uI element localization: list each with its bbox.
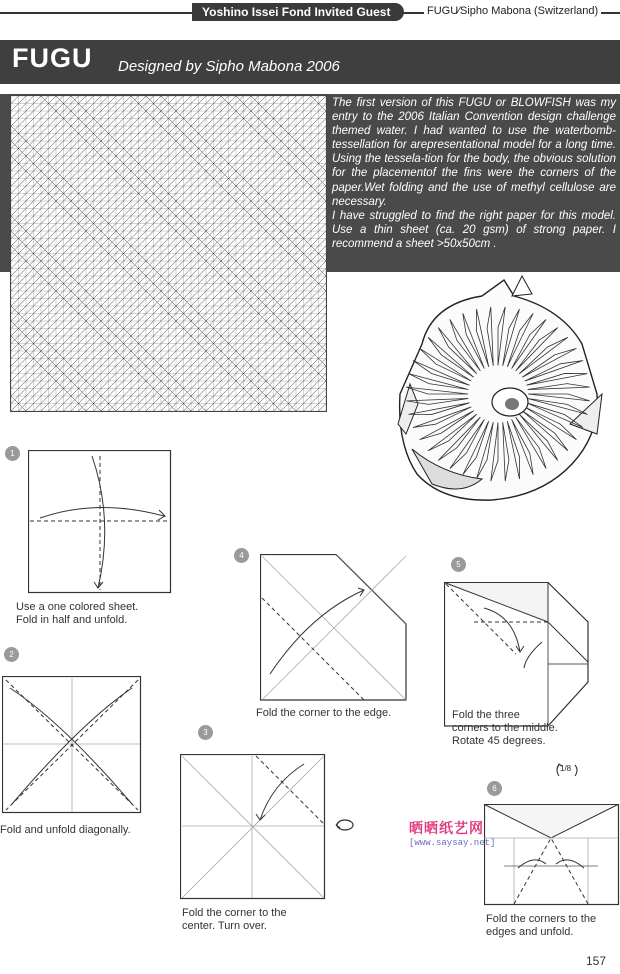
- crease-pattern-drawing: [11, 96, 326, 411]
- step-2-caption: Fold and unfold diagonally.: [0, 824, 131, 836]
- watermark-title: 晒晒纸艺网: [409, 821, 484, 837]
- step-6-caption: [486, 913, 596, 939]
- intro-paragraph-2: I have struggled to find the right paper for this model. Use a thin sheet (ca. 20 gsm) of strong paper. I recommend a sheet >50x50cm .: [332, 209, 616, 250]
- rotate-icon: [554, 760, 580, 782]
- header-credit: FUGU∕Sipho Mabona (Switzerland): [424, 5, 601, 17]
- step-5-caption-line-2: corners to the middle.: [452, 722, 558, 734]
- step-5-diagram: [444, 582, 590, 728]
- step-5-caption-line-3: Rotate 45 degrees.: [452, 735, 546, 747]
- step-2-number: 2: [4, 647, 19, 662]
- fugu-model-illustration: [392, 274, 604, 504]
- step-1-caption-line-1: Use a one colored sheet.: [16, 601, 139, 613]
- step-3-diagram: [180, 754, 326, 900]
- rotate-label: 1/8: [560, 764, 572, 773]
- step-6-caption-line-1: Fold the corners to the: [486, 913, 597, 925]
- crease-pattern: [10, 95, 327, 412]
- step-3-caption: [182, 907, 287, 933]
- designer-credit: Designed by Sipho Mabona 2006: [118, 58, 340, 75]
- turn-over-icon: [334, 816, 356, 834]
- step-5-number: 5: [451, 557, 466, 572]
- step-3-number: 3: [198, 725, 213, 740]
- step-4-number: 4: [234, 548, 249, 563]
- step-2-diagram: [2, 676, 142, 814]
- intro-text: [332, 96, 616, 251]
- step-1-diagram: [28, 450, 172, 594]
- step-5-caption-line-1: Fold the three: [452, 709, 520, 721]
- step-6-number: 6: [487, 781, 502, 796]
- step-5-caption: [452, 709, 558, 748]
- step-1-number: 1: [5, 446, 20, 461]
- page-title: FUGU: [12, 43, 93, 73]
- watermark-url: [www.saysay.net]: [409, 838, 496, 848]
- step-4-diagram: [260, 554, 408, 702]
- step-4-caption: Fold the corner to the edge.: [256, 707, 392, 719]
- step-3-caption-line-1: Fold the corner to the: [182, 907, 287, 919]
- page-number: 157: [585, 954, 606, 968]
- intro-paragraph-1: The first version of this FUGU or BLOWFISH was my entry to the 2006 Italian Convention design challenge themed water. I had wanted to use the waterbomb-tessellation for arepresentational model for a long time. Using the tessela-tion for the body, the obvious solution for the placementof the fins were the corners of the paper.Wet folding and the use of methyl cellulose are necessary.: [332, 97, 616, 208]
- guest-badge: Yoshino Issei Fond Invited Guest: [192, 3, 404, 21]
- step-6-caption-line-2: edges and unfold.: [486, 926, 574, 938]
- site-watermark: [409, 818, 519, 848]
- step-1-caption: [16, 601, 138, 627]
- step-3-caption-line-2: center. Turn over.: [182, 920, 267, 932]
- step-1-caption-line-2: Fold in half and unfold.: [16, 614, 128, 626]
